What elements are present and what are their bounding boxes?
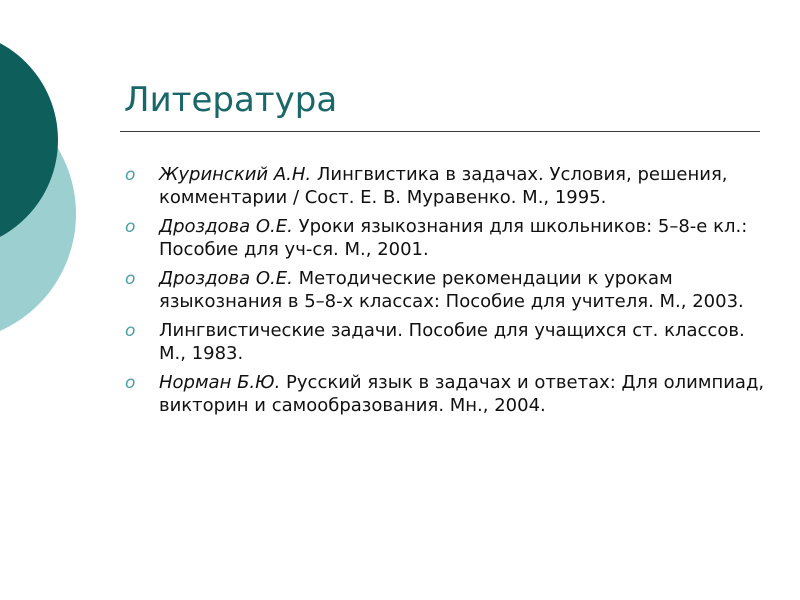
reference-author: Дроздова О.Е.: [159, 268, 293, 289]
light-teal-circle: [0, 86, 76, 342]
reference-author: Журинский А.Н.: [159, 164, 312, 185]
reference-item: [124, 216, 774, 261]
reference-list: [124, 164, 774, 424]
reference-text: Русский язык в задачах и ответах: Для олимпиад, викторин и самообразования. Мн., 2004.: [159, 372, 765, 416]
reference-item: [124, 320, 774, 365]
reference-text: Лингвистика в задачах. Условия, решения, комментарии / Сост. Е. В. Муравенко. М., 1995.: [159, 164, 728, 208]
reference-author: Норман Б.Ю.: [159, 372, 281, 393]
reference-item: [124, 164, 774, 209]
bullet-circle-icon: o: [125, 373, 136, 393]
reference-item: [124, 372, 774, 417]
title-divider: [120, 131, 760, 132]
dark-teal-circle: [0, 30, 58, 250]
bullet-circle-icon: o: [125, 269, 136, 289]
reference-text: Методические рекомендации к урокам языкознания в 5–8-х классах: Пособие для учителя. М., 2003.: [159, 268, 744, 312]
bullet-circle-icon: o: [125, 217, 136, 237]
reference-text: Уроки языкознания для школьников: 5–8-е кл.: Пособие для уч-ся. М., 2001.: [159, 216, 748, 260]
bullet-circle-icon: o: [125, 321, 136, 341]
reference-author: Дроздова О.Е.: [159, 216, 293, 237]
slide-title: Литература: [124, 80, 338, 120]
reference-text: Лингвистические задачи. Пособие для учащихся ст. классов. М., 1983.: [159, 320, 745, 364]
bullet-circle-icon: o: [125, 165, 136, 185]
reference-item: [124, 268, 774, 313]
